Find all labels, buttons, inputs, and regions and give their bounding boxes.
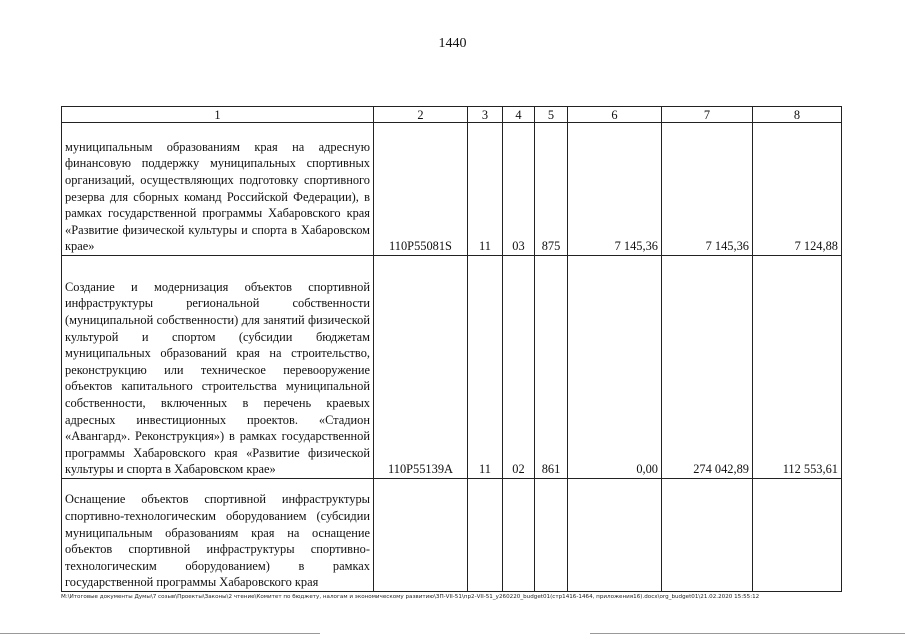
header-col-7: 7 bbox=[662, 107, 753, 123]
row-section: 11 bbox=[468, 123, 503, 256]
header-col-3: 3 bbox=[468, 107, 503, 123]
document-file-path: M:\Итоговые документы Думы\7 созыв\Проекты\Законы\2 чтение\Комитет по бюджету, налогам и экономическому развитию\ЗП-VII-51\пр2-VII-51_у260220_budget01(стр1416-1464, приложения16).docx\org_budget01\21.02.2020 15:55:12 bbox=[61, 594, 760, 600]
row-amount-8 bbox=[753, 479, 842, 592]
table-row bbox=[62, 123, 842, 256]
header-col-1: 1 bbox=[62, 107, 374, 123]
page-number: 1440 bbox=[438, 36, 467, 51]
row-amount-7: 7 145,36 bbox=[662, 123, 753, 256]
row-amount-8: 112 553,61 bbox=[753, 256, 842, 479]
row-target-code: 110P55139A bbox=[374, 256, 468, 479]
row-expense-type bbox=[535, 479, 568, 592]
table-header bbox=[62, 107, 842, 123]
row-expense-type: 875 bbox=[535, 123, 568, 256]
footer-divider-left bbox=[0, 633, 320, 634]
row-expense-type: 861 bbox=[535, 256, 568, 479]
row-target-code: 110P55081S bbox=[374, 123, 468, 256]
row-subsection: 02 bbox=[503, 256, 535, 479]
footer-divider-right bbox=[590, 633, 905, 634]
row-section: 11 bbox=[468, 256, 503, 479]
row-amount-6 bbox=[568, 479, 662, 592]
header-col-2: 2 bbox=[374, 107, 468, 123]
header-col-8: 8 bbox=[753, 107, 842, 123]
row-target-code bbox=[374, 479, 468, 592]
row-description: Создание и модернизация объектов спортивной инфраструктуры региональной собственности (муниципальной собственности) для занятий физической культурой и спортом (субсидии бюджетам муниципальных образований края на строительство, реконструкцию или техническое перевооружение объектов капитального строительства муниципальной собственности, включенных в перечень краевых адресных инвестиционных проектов. «Стадион «Авангард». Реконструкция») в рамках государственной программы Хабаровского края «Развитие физической культуры и спорта в Хабаровском крае» bbox=[62, 256, 374, 479]
row-amount-6: 7 145,36 bbox=[568, 123, 662, 256]
row-description: муниципальным образованиям края на адресную финансовую поддержку муниципальных спортивных организаций, осуществляющих подготовку спортивного резерва для сборных команд Российской Федерации), в рамках государственной программы Хабаровского края «Развитие физической культуры и спорта в Хабаровском крае» bbox=[62, 123, 374, 256]
row-subsection bbox=[503, 479, 535, 592]
table-row bbox=[62, 256, 842, 479]
row-amount-8: 7 124,88 bbox=[753, 123, 842, 256]
table-row bbox=[62, 479, 842, 592]
header-col-5: 5 bbox=[535, 107, 568, 123]
row-amount-7: 274 042,89 bbox=[662, 256, 753, 479]
row-subsection: 03 bbox=[503, 123, 535, 256]
row-amount-7 bbox=[662, 479, 753, 592]
budget-table bbox=[61, 106, 842, 592]
row-amount-6: 0,00 bbox=[568, 256, 662, 479]
header-col-6: 6 bbox=[568, 107, 662, 123]
row-section bbox=[468, 479, 503, 592]
row-description: Оснащение объектов спортивной инфраструктуры спортивно-технологическим оборудованием (субсидии муниципальным образованиям края на оснащение объектов спортивной инфраструктуры спортивно-технологическим оборудованием) в рамках государственной программы Хабаровского края bbox=[62, 479, 374, 592]
header-col-4: 4 bbox=[503, 107, 535, 123]
